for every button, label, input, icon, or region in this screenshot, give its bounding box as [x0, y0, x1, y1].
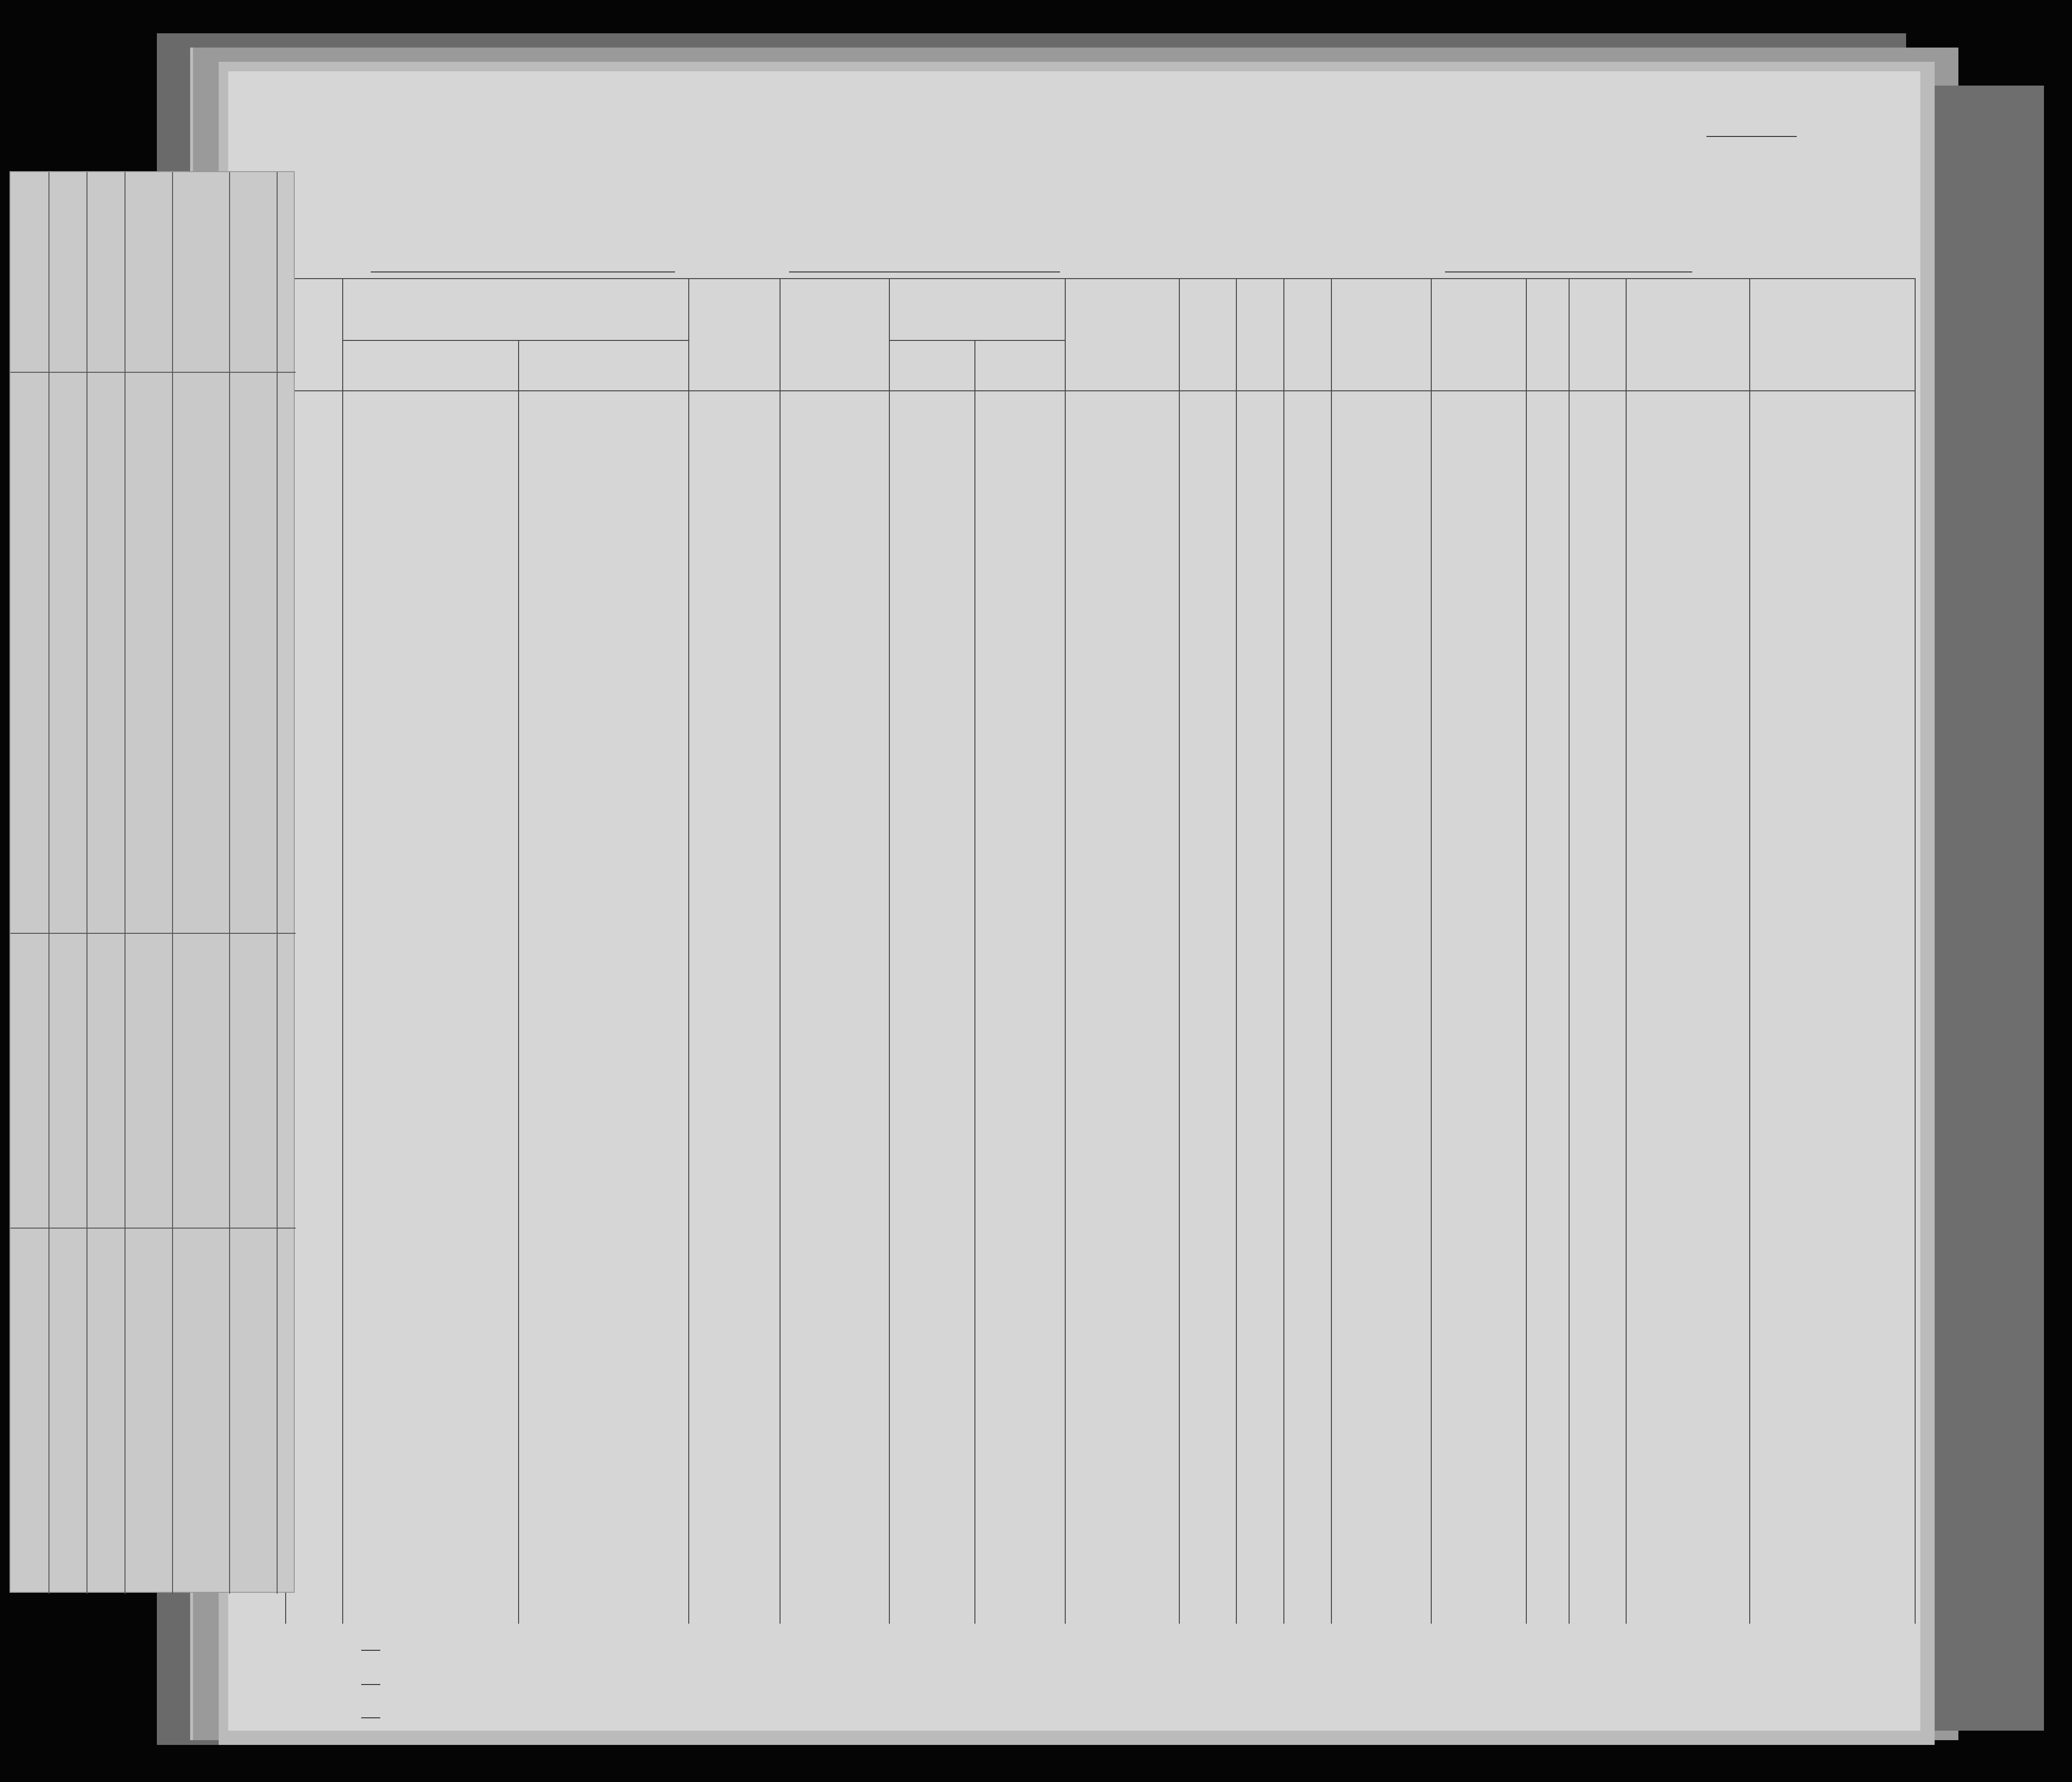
col-border-14	[1749, 278, 1750, 1624]
header-col-5	[889, 283, 1065, 299]
header-col-9	[1283, 283, 1331, 316]
col-border-2	[688, 278, 689, 1624]
col-border-2a	[518, 340, 519, 1624]
manifest-sheet	[228, 71, 1920, 1731]
discharged-seamen-flap	[10, 171, 295, 1593]
header-col-8	[1236, 283, 1283, 316]
header-col-10	[1331, 283, 1431, 316]
flap-rule-3	[10, 1228, 296, 1229]
header-col-11	[1431, 283, 1526, 316]
flap-col-1	[48, 172, 49, 1594]
header-col-13	[1569, 283, 1626, 316]
flap-col-4	[172, 172, 173, 1594]
col-border-12	[1569, 278, 1570, 1624]
name-subheader-line	[342, 340, 688, 341]
sheet-number-value	[1706, 136, 1797, 137]
col-border-5a	[974, 340, 975, 1624]
vessel-line	[314, 250, 1835, 278]
header-col-12	[1526, 283, 1569, 316]
col-border-9	[1331, 278, 1332, 1624]
crew-table	[285, 278, 1916, 1624]
header-col-2	[342, 283, 688, 297]
footer	[228, 1612, 1920, 1731]
vessel-underline	[371, 271, 675, 272]
agents-value	[361, 1717, 380, 1718]
flap-col-5	[229, 172, 230, 1594]
flap-rule-2	[10, 933, 296, 934]
flap-rule-1	[10, 372, 296, 373]
flap-col-6	[277, 172, 278, 1594]
header-col-15	[1749, 283, 1915, 329]
owners-value	[361, 1684, 380, 1685]
col-border-15	[1915, 278, 1916, 1624]
col-border-3	[780, 278, 781, 1624]
col-border-6	[1179, 278, 1180, 1624]
col-border-13	[1626, 278, 1627, 1624]
sheet-number-field	[1706, 126, 1797, 140]
table-header-border	[285, 390, 1916, 391]
col-border-10	[1431, 278, 1432, 1624]
shipped-subheader-line	[889, 340, 1065, 341]
from-port-underline	[1445, 271, 1692, 272]
header-col-14	[1626, 283, 1749, 302]
col-border-4	[889, 278, 890, 1624]
master-value	[361, 1650, 380, 1651]
col-border-5	[1065, 278, 1066, 1624]
col-border-1	[342, 278, 343, 1624]
table-top-border	[285, 278, 1916, 279]
col-border-11	[1526, 278, 1527, 1624]
col-border-8	[1283, 278, 1284, 1624]
port-underline	[789, 271, 1060, 272]
col-border-7	[1236, 278, 1237, 1624]
